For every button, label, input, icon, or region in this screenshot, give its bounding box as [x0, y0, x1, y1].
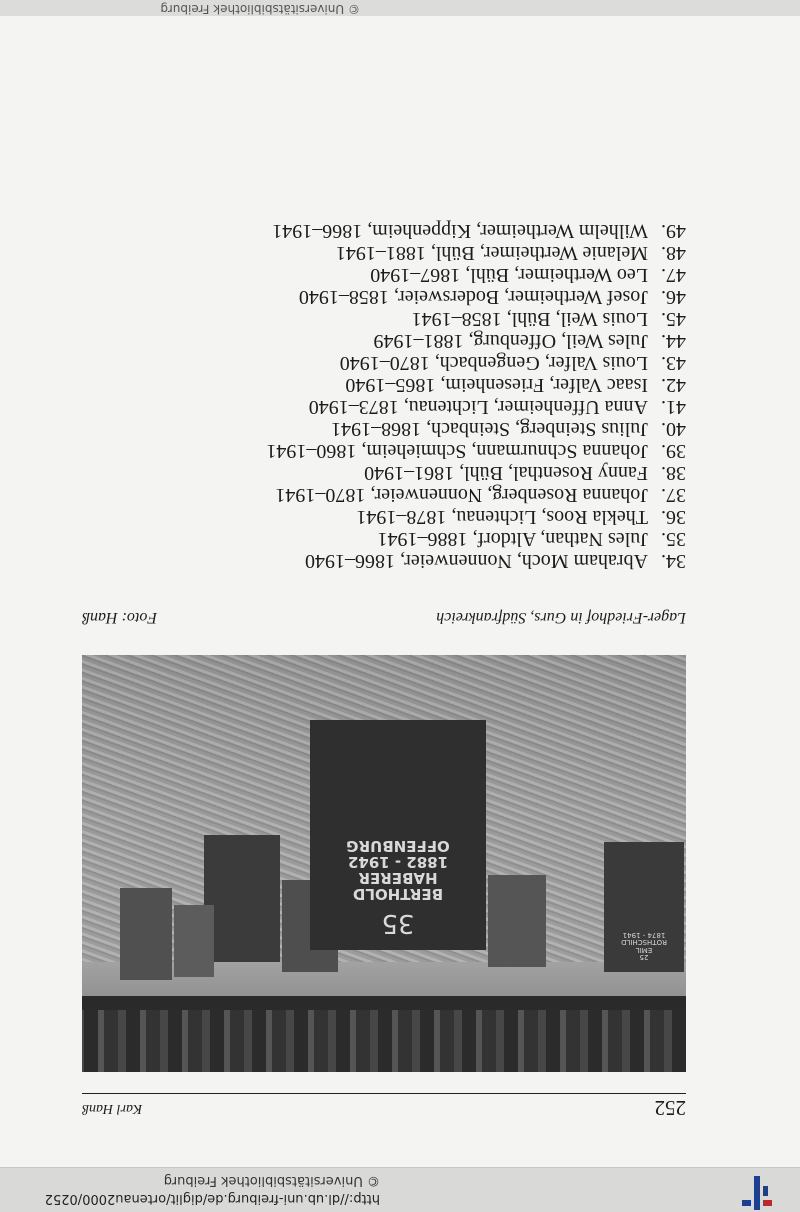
list-item	[82, 330, 686, 352]
gravestone-background	[488, 875, 546, 967]
list-item	[82, 220, 686, 242]
list-item-text: Melanie Wertheimer, Bühl, 1881–1941	[335, 242, 648, 264]
list-item-number: 34.	[661, 550, 686, 572]
list-item-number: 49.	[661, 220, 686, 242]
list-item-number: 39.	[661, 440, 686, 462]
cemetery-photo	[82, 655, 686, 1072]
gravestone-number: 35	[381, 908, 415, 938]
gravestone-haberer	[310, 720, 486, 950]
university-logo-icon	[740, 1176, 774, 1210]
list-item-text: Johanna Schnurmann, Schmieheim, 1860–1941	[266, 440, 648, 462]
list-item-number: 46.	[661, 286, 686, 308]
gravestone-background	[120, 888, 172, 980]
list-item	[82, 550, 686, 572]
running-header	[82, 1093, 686, 1120]
list-item-number: 36.	[661, 506, 686, 528]
list-item	[82, 242, 686, 264]
gravestone-years: 1874 - 1941	[622, 930, 666, 939]
list-item-text: Leo Wertheimer, Bühl, 1867–1940	[370, 264, 648, 286]
list-item-number: 35.	[661, 528, 686, 550]
list-item	[82, 286, 686, 308]
list-item-number: 38.	[661, 462, 686, 484]
list-item-text: Julius Steinberg, Steinbach, 1868–1941	[331, 418, 648, 440]
gravestone-background	[204, 835, 280, 962]
list-item-text: Isaac Valfer, Friesenheim, 1865–1940	[345, 374, 648, 396]
list-item-text: Johanna Rosenberg, Nonnenweier, 1870–1941	[275, 484, 648, 506]
list-item-text: Josef Wertheimer, Bodersweier, 1858–1940	[298, 286, 648, 308]
list-item-number: 37.	[661, 484, 686, 506]
viewer-url-link[interactable]: http://dl.ub.uni-freiburg.de/diglit/ortenau2000/0252	[44, 1191, 380, 1206]
gravestone-surname: ROTHSCHILD	[621, 938, 667, 947]
list-item-number: 41.	[661, 396, 686, 418]
gravestone-name: EMIL	[635, 945, 653, 954]
list-item-text: Louis Valfer, Gengenbach, 1870–1940	[339, 352, 648, 374]
gravestone-place: OFFENBURG	[346, 837, 450, 856]
photo-fence	[82, 996, 686, 1010]
list-item	[82, 528, 686, 550]
list-item-number: 47.	[661, 264, 686, 286]
list-item	[82, 352, 686, 374]
viewer-header-bar	[0, 1167, 800, 1212]
list-item-text: Wilhelm Wertheimer, Kippenheim, 1866–1941	[272, 220, 648, 242]
gravestone-last-name: HABERER	[358, 868, 438, 887]
footer-credit: © Universitätsbibliothek Freiburg	[160, 2, 360, 16]
list-item-number: 45.	[661, 308, 686, 330]
list-item-text: Louis Weil, Bühl, 1858–1941	[411, 308, 648, 330]
list-item-text: Abraham Moch, Nonnenweier, 1866–1940	[304, 550, 648, 572]
list-item-number: 43.	[661, 352, 686, 374]
list-item-text: Fanny Rosenthal, Bühl, 1861–1940	[364, 462, 648, 484]
photo-treeline	[82, 1010, 686, 1072]
list-item-text: Jules Nathan, Altdorf, 1886–1941	[377, 528, 648, 550]
viewer-credit: © Universitätsbibliothek Freiburg	[163, 1173, 380, 1188]
victims-list	[82, 220, 686, 572]
caption-text: Lager-Friedhof in Gurs, Südfrankreich	[436, 609, 686, 626]
list-item-number: 42.	[661, 374, 686, 396]
list-item	[82, 396, 686, 418]
list-item-number: 44.	[661, 330, 686, 352]
list-item	[82, 440, 686, 462]
viewer-footer-bar	[0, 0, 800, 16]
gravestone-number: 25	[639, 953, 649, 961]
photo-caption	[82, 604, 686, 626]
gravestone-years: 1882 - 1942	[347, 853, 449, 872]
list-item-number: 40.	[661, 418, 686, 440]
list-item-text: Jules Weil, Offenburg, 1881–1949	[373, 330, 648, 352]
list-item-text: Thekla Roos, Lichtenau, 1878–1941	[356, 506, 648, 528]
gravestone-rothschild	[604, 842, 684, 972]
list-item	[82, 484, 686, 506]
list-item	[82, 506, 686, 528]
page-number: 252	[654, 1096, 686, 1120]
list-item	[82, 264, 686, 286]
list-item	[82, 374, 686, 396]
list-item	[82, 308, 686, 330]
list-item	[82, 418, 686, 440]
gravestone-background	[174, 905, 214, 977]
list-item	[82, 462, 686, 484]
list-item-text: Anna Uffenheimer, Lichtenau, 1873–1940	[308, 396, 648, 418]
running-author: Karl Hanß	[82, 1101, 143, 1116]
gravestone-first-name: BERTHOLD	[352, 884, 444, 903]
caption-credit: Foto: Hanß	[82, 609, 158, 626]
list-item-number: 48.	[661, 242, 686, 264]
